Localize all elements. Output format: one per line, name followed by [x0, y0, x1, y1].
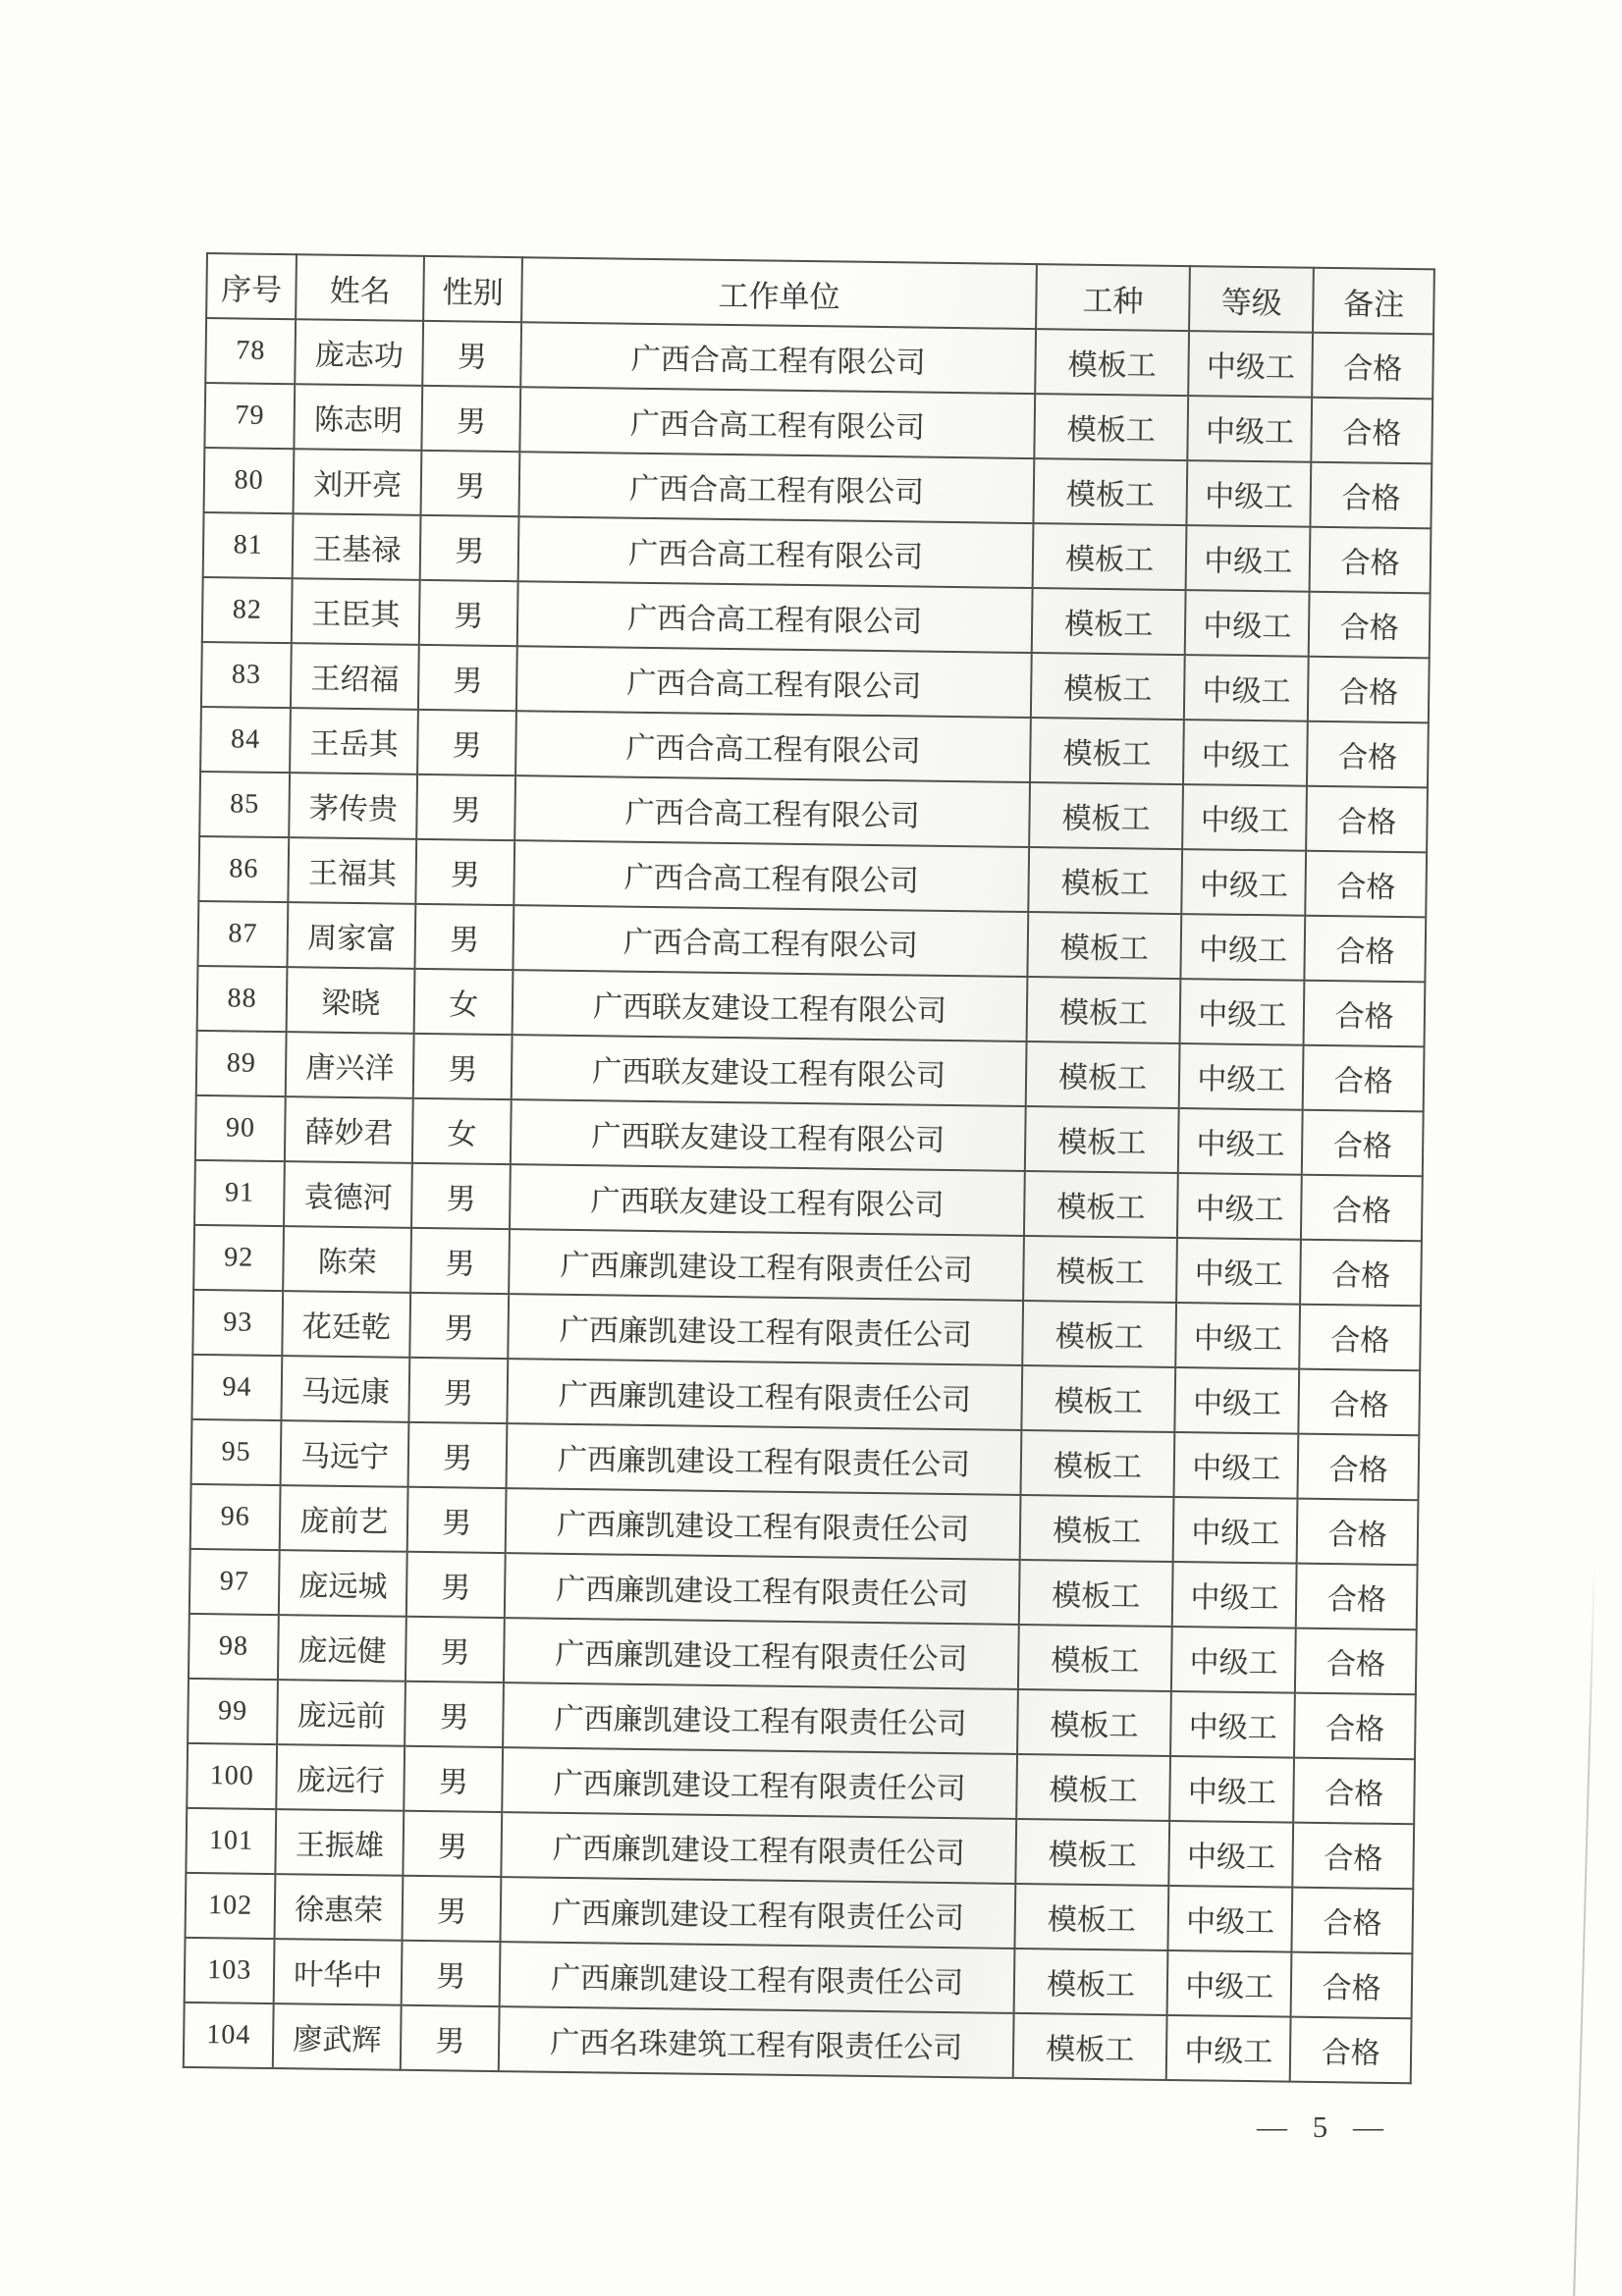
cell-index: 80 — [204, 448, 295, 513]
cell-remark: 合格 — [1302, 1110, 1423, 1177]
cell-gender: 男 — [411, 1163, 511, 1229]
cell-trade: 模板工 — [1027, 977, 1181, 1043]
cell-remark: 合格 — [1310, 527, 1431, 594]
cell-name: 王福其 — [289, 837, 417, 904]
cell-level: 中级工 — [1182, 784, 1307, 851]
cell-company: 广西合高工程有限公司 — [516, 646, 1032, 718]
cell-level: 中级工 — [1174, 1432, 1299, 1499]
cell-trade: 模板工 — [1019, 1560, 1173, 1627]
cell-company: 广西合高工程有限公司 — [520, 322, 1036, 394]
cell-index: 96 — [190, 1484, 281, 1550]
cell-company: 广西联友建设工程有限公司 — [511, 1099, 1026, 1171]
cell-index: 93 — [192, 1290, 283, 1356]
cell-company: 广西合高工程有限公司 — [517, 581, 1033, 653]
cell-index: 94 — [191, 1355, 282, 1420]
cell-index: 81 — [203, 512, 294, 578]
cell-name: 庞志功 — [295, 319, 423, 386]
cell-name: 马远宁 — [281, 1420, 409, 1487]
cell-trade: 模板工 — [1031, 653, 1185, 720]
cell-gender: 男 — [401, 2005, 500, 2071]
cell-trade: 模板工 — [1033, 523, 1187, 590]
cell-level: 中级工 — [1175, 1303, 1300, 1369]
cell-name: 庞远城 — [279, 1550, 407, 1617]
cell-index: 87 — [197, 901, 288, 967]
cell-remark: 合格 — [1290, 2017, 1411, 2084]
cell-name: 刘开亮 — [294, 449, 422, 515]
cell-remark: 合格 — [1291, 1952, 1412, 2019]
cell-index: 90 — [195, 1095, 286, 1161]
cell-level: 中级工 — [1188, 396, 1313, 462]
cell-name: 薛妙君 — [285, 1096, 413, 1163]
cell-gender: 男 — [417, 710, 516, 775]
cell-trade: 模板工 — [1030, 718, 1184, 784]
cell-level: 中级工 — [1171, 1627, 1296, 1693]
cell-gender: 男 — [410, 1228, 510, 1294]
cell-company: 广西廉凯建设工程有限责任公司 — [504, 1618, 1019, 1689]
cell-name: 梁晓 — [287, 967, 415, 1034]
cell-gender: 男 — [416, 774, 515, 840]
cell-remark: 合格 — [1295, 1629, 1416, 1695]
cell-level: 中级工 — [1188, 331, 1313, 398]
cell-name: 王绍福 — [291, 643, 419, 710]
cell-level: 中级工 — [1166, 2015, 1291, 2082]
cell-level: 中级工 — [1181, 914, 1306, 981]
col-header-index: 序号 — [206, 253, 297, 319]
cell-name: 王振雄 — [276, 1809, 405, 1876]
col-header-company: 工作单位 — [521, 257, 1037, 329]
qualification-table — [183, 252, 1435, 2084]
cell-gender: 男 — [422, 321, 521, 387]
cell-company: 广西廉凯建设工程有限责任公司 — [503, 1682, 1018, 1754]
cell-level: 中级工 — [1167, 1950, 1292, 2017]
cell-company: 广西合高工程有限公司 — [515, 711, 1031, 782]
cell-remark: 合格 — [1294, 1758, 1415, 1825]
cell-gender: 男 — [418, 645, 517, 711]
cell-trade: 模板工 — [1015, 1819, 1169, 1886]
cell-index: 88 — [197, 966, 288, 1032]
cell-gender: 男 — [406, 1617, 505, 1682]
cell-trade: 模板工 — [1021, 1365, 1175, 1432]
cell-gender: 男 — [422, 386, 521, 452]
cell-index: 100 — [187, 1743, 277, 1809]
cell-level: 中级工 — [1169, 1821, 1294, 1888]
cell-level: 中级工 — [1172, 1562, 1297, 1629]
cell-remark: 合格 — [1303, 1045, 1424, 1112]
cell-company: 广西廉凯建设工程有限责任公司 — [509, 1229, 1024, 1301]
cell-company: 广西联友建设工程有限公司 — [513, 970, 1028, 1041]
cell-level: 中级工 — [1184, 655, 1309, 721]
cell-trade: 模板工 — [1032, 588, 1186, 655]
cell-gender: 男 — [419, 580, 518, 646]
cell-remark: 合格 — [1308, 657, 1429, 723]
page-number: — 5 — — [1257, 2109, 1385, 2144]
cell-remark: 合格 — [1312, 398, 1433, 464]
cell-name: 马远康 — [282, 1356, 410, 1422]
cell-level: 中级工 — [1187, 460, 1312, 527]
cell-company: 广西联友建设工程有限公司 — [512, 1035, 1027, 1106]
table-body — [184, 318, 1433, 2083]
cell-name: 茅传贵 — [289, 773, 417, 839]
cell-name: 庞远健 — [278, 1615, 406, 1682]
scan-edge-artifact — [1573, 1559, 1595, 2296]
cell-company: 广西廉凯建设工程有限责任公司 — [500, 1942, 1015, 2013]
cell-level: 中级工 — [1168, 1886, 1293, 1952]
cell-company: 广西合高工程有限公司 — [514, 905, 1029, 977]
cell-remark: 合格 — [1294, 1693, 1415, 1760]
cell-company: 广西廉凯建设工程有限责任公司 — [508, 1359, 1023, 1430]
cell-index: 104 — [184, 2002, 274, 2068]
cell-trade: 模板工 — [1022, 1301, 1176, 1367]
col-header-remark: 备注 — [1313, 268, 1433, 335]
cell-trade: 模板工 — [1016, 1754, 1170, 1821]
cell-gender: 男 — [403, 1876, 502, 1942]
cell-remark: 合格 — [1306, 851, 1427, 918]
cell-gender: 女 — [412, 1098, 512, 1164]
cell-index: 78 — [205, 318, 296, 384]
cell-remark: 合格 — [1292, 1888, 1413, 1954]
cell-remark: 合格 — [1293, 1823, 1414, 1890]
cell-level: 中级工 — [1173, 1497, 1298, 1564]
cell-remark: 合格 — [1307, 721, 1428, 788]
cell-remark: 合格 — [1301, 1175, 1422, 1242]
cell-index: 86 — [198, 836, 289, 902]
cell-gender: 男 — [407, 1487, 507, 1553]
cell-company: 广西廉凯建设工程有限责任公司 — [506, 1488, 1021, 1560]
cell-gender: 男 — [404, 1746, 503, 1812]
cell-remark: 合格 — [1309, 592, 1430, 659]
cell-trade: 模板工 — [1024, 1171, 1178, 1238]
cell-level: 中级工 — [1169, 1756, 1294, 1823]
cell-company: 广西合高工程有限公司 — [519, 452, 1035, 523]
cell-index: 79 — [204, 383, 295, 449]
cell-trade: 模板工 — [1018, 1625, 1172, 1691]
cell-name: 王岳其 — [290, 708, 418, 774]
col-header-level: 等级 — [1189, 266, 1314, 333]
cell-company: 广西廉凯建设工程有限责任公司 — [501, 1877, 1016, 1949]
cell-name: 庞远行 — [276, 1744, 405, 1811]
cell-trade: 模板工 — [1026, 1041, 1180, 1108]
cell-level: 中级工 — [1175, 1367, 1300, 1434]
cell-level: 中级工 — [1185, 590, 1310, 657]
roster-table — [183, 252, 1435, 2084]
cell-index: 98 — [189, 1614, 279, 1680]
cell-name: 王基禄 — [293, 513, 421, 580]
cell-gender: 男 — [410, 1293, 510, 1359]
cell-name: 庞前艺 — [280, 1485, 408, 1552]
cell-gender: 男 — [409, 1358, 509, 1423]
cell-index: 101 — [186, 1808, 276, 1874]
cell-remark: 合格 — [1307, 786, 1428, 853]
cell-trade: 模板工 — [1017, 1689, 1171, 1756]
cell-name: 周家富 — [288, 902, 416, 969]
cell-company: 广西合高工程有限公司 — [514, 775, 1030, 847]
cell-gender: 男 — [413, 1034, 513, 1099]
cell-index: 97 — [189, 1549, 280, 1615]
cell-remark: 合格 — [1301, 1240, 1422, 1307]
cell-index: 102 — [186, 1873, 276, 1939]
cell-company: 广西合高工程有限公司 — [520, 387, 1036, 458]
cell-company: 广西名珠建筑工程有限责任公司 — [499, 2006, 1014, 2078]
cell-index: 103 — [185, 1938, 275, 2003]
cell-trade: 模板工 — [1014, 1949, 1168, 2015]
cell-trade: 模板工 — [1020, 1495, 1174, 1562]
cell-level: 中级工 — [1178, 1108, 1303, 1175]
cell-level: 中级工 — [1170, 1691, 1295, 1758]
cell-index: 99 — [188, 1679, 278, 1744]
cell-level: 中级工 — [1177, 1173, 1302, 1240]
cell-name: 庞远前 — [277, 1680, 406, 1746]
cell-name: 唐兴洋 — [286, 1032, 414, 1098]
cell-name: 陈荣 — [283, 1226, 411, 1293]
col-header-gender: 性别 — [423, 256, 522, 322]
cell-name: 廖武辉 — [273, 2003, 402, 2070]
cell-remark: 合格 — [1297, 1499, 1418, 1566]
cell-gender: 男 — [408, 1422, 508, 1488]
cell-gender: 男 — [421, 451, 520, 516]
cell-gender: 男 — [404, 1811, 503, 1877]
cell-level: 中级工 — [1179, 1043, 1304, 1110]
cell-trade: 模板工 — [1020, 1430, 1174, 1497]
cell-gender: 男 — [405, 1682, 504, 1747]
cell-name: 王臣其 — [292, 578, 420, 645]
cell-trade: 模板工 — [1027, 912, 1181, 979]
col-header-name: 姓名 — [296, 254, 424, 321]
cell-gender: 男 — [415, 904, 514, 970]
cell-level: 中级工 — [1183, 720, 1308, 786]
cell-company: 广西廉凯建设工程有限责任公司 — [502, 1747, 1017, 1819]
cell-level: 中级工 — [1176, 1238, 1301, 1305]
cell-trade: 模板工 — [1035, 329, 1189, 396]
cell-index: 92 — [193, 1225, 284, 1291]
cell-company: 广西廉凯建设工程有限责任公司 — [505, 1553, 1020, 1625]
cell-trade: 模板工 — [1034, 394, 1188, 460]
cell-gender: 男 — [406, 1552, 506, 1618]
cell-trade: 模板工 — [1028, 847, 1182, 914]
cell-gender: 男 — [402, 1941, 501, 2006]
cell-remark: 合格 — [1296, 1564, 1417, 1630]
cell-company: 广西廉凯建设工程有限责任公司 — [502, 1812, 1017, 1884]
cell-gender: 女 — [414, 969, 514, 1035]
cell-remark: 合格 — [1298, 1434, 1419, 1501]
cell-remark: 合格 — [1313, 333, 1433, 400]
cell-name: 陈志明 — [295, 384, 423, 451]
cell-company: 广西廉凯建设工程有限责任公司 — [508, 1294, 1023, 1365]
cell-company: 广西合高工程有限公司 — [514, 840, 1030, 912]
cell-remark: 合格 — [1304, 981, 1425, 1047]
cell-name: 花廷乾 — [283, 1291, 411, 1358]
cell-company: 广西廉凯建设工程有限责任公司 — [507, 1423, 1022, 1495]
cell-index: 83 — [201, 642, 292, 708]
cell-trade: 模板工 — [1029, 782, 1183, 849]
cell-company: 广西联友建设工程有限公司 — [510, 1164, 1025, 1236]
cell-level: 中级工 — [1180, 979, 1305, 1045]
cell-level: 中级工 — [1186, 525, 1311, 592]
cell-index: 84 — [200, 707, 291, 773]
cell-gender: 男 — [416, 839, 515, 905]
cell-remark: 合格 — [1299, 1369, 1420, 1436]
cell-trade: 模板工 — [1033, 458, 1187, 525]
cell-gender: 男 — [420, 515, 519, 581]
cell-name: 叶华中 — [274, 1939, 403, 2005]
cell-index: 91 — [194, 1160, 285, 1226]
cell-trade: 模板工 — [1025, 1106, 1179, 1173]
col-header-trade: 工种 — [1036, 264, 1190, 331]
cell-index: 95 — [191, 1419, 282, 1485]
cell-trade: 模板工 — [1014, 1884, 1168, 1950]
cell-remark: 合格 — [1305, 916, 1426, 983]
cell-index: 89 — [196, 1031, 287, 1096]
cell-level: 中级工 — [1181, 849, 1306, 916]
cell-remark: 合格 — [1300, 1305, 1421, 1371]
cell-company: 广西合高工程有限公司 — [518, 516, 1034, 588]
cell-trade: 模板工 — [1023, 1236, 1177, 1303]
cell-name: 袁德河 — [284, 1161, 412, 1228]
cell-trade: 模板工 — [1013, 2013, 1167, 2080]
cell-name: 徐惠荣 — [275, 1874, 404, 1941]
cell-index: 85 — [199, 772, 290, 837]
cell-remark: 合格 — [1311, 462, 1432, 529]
cell-index: 82 — [202, 577, 293, 643]
